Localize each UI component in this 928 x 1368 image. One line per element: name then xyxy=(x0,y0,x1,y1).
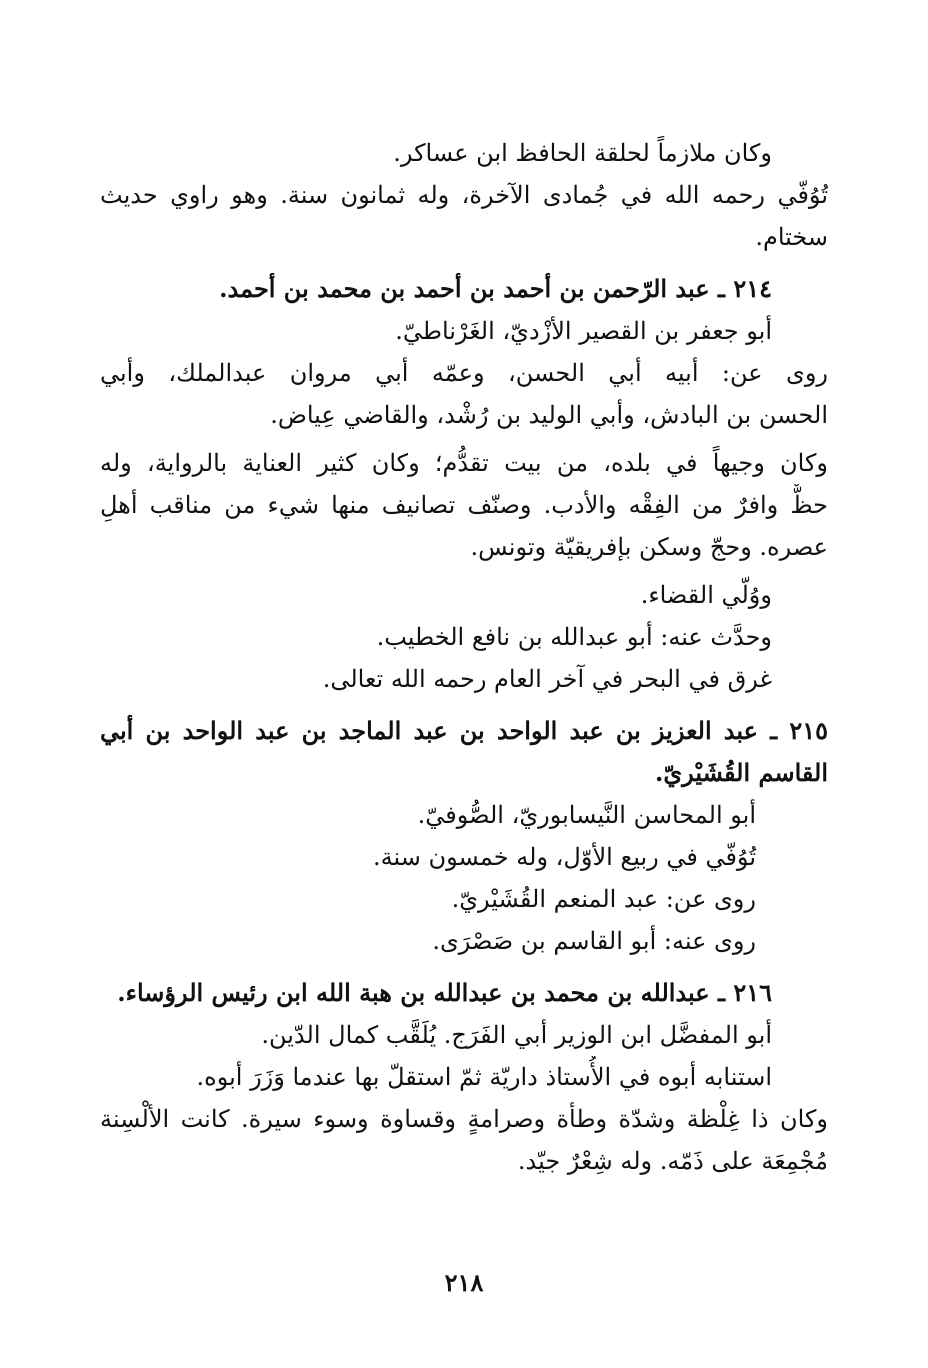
text-line: استنابه أبوه في الأُستاذ داريّة ثمّ استقلّ بها عندما وَزَرَ أبوه. xyxy=(196,1063,772,1091)
text-line: وكان وجيهاً في بلده، من بيت تقدُّم؛ وكان كثير العناية بالرواية، وله xyxy=(100,449,828,477)
text-line: وحدَّث عنه: أبو عبدالله بن نافع الخطيب. xyxy=(376,623,772,651)
text-line: سختام. xyxy=(755,223,828,251)
entry-heading-cont: القاسم القُشَيْريّ. xyxy=(654,758,828,787)
text-line: وكان ذا غِلْظة وشدّة وطأة وصرامةٍ وقساوة وسوء سيرة. كانت الألْسِنة xyxy=(100,1105,828,1133)
entry-heading: ٢١٦ ـ عبدالله بن محمد بن عبدالله بن هبة الله ابن رئيس الرؤساء. xyxy=(117,978,772,1007)
text-line: تُوُفّي رحمه الله في جُمادى الآخرة، وله ثمانون سنة. وهو راوي حديث xyxy=(100,181,828,209)
text-line: أبو جعفر بن القصير الأزْديّ، الغَرْناطيّ. xyxy=(395,317,772,345)
entry-heading: ٢١٤ ـ عبد الرّحمن بن أحمد بن أحمد بن محمد بن أحمد. xyxy=(219,274,772,303)
text-line: الحسن بن البادش، وأبي الوليد بن رُشْد، والقاضي عِياض. xyxy=(270,401,828,429)
text-line: روى عن: عبد المنعم القُشَيْريّ. xyxy=(451,885,756,913)
text-line: أبو المحاسن النَّيسابوريّ، الصُّوفيّ. xyxy=(417,801,756,829)
text-line: تُوُفّي في ربيع الأوّل، وله خمسون سنة. xyxy=(373,843,756,871)
text-line: حظٌّ وافرٌ من الفِقْه والأدب. وصنّف تصانيف منها شيء من مناقب أهلِ xyxy=(100,491,828,519)
text-line: مُجْمِعَة على ذَمّه. وله شِعْرٌ جيّد. xyxy=(517,1147,828,1175)
text-line: عصره. وحجّ وسكن بإفريقيّة وتونس. xyxy=(470,533,828,561)
text-line: روى عن: أبيه أبي الحسن، وعمّه أبي مروان عبدالملك، وأبي xyxy=(100,359,828,387)
page-body xyxy=(100,132,828,1182)
entry-heading: ٢١٥ ـ عبد العزيز بن عبد الواحد بن عبد الماجد بن عبد الواحد بن أبي xyxy=(100,716,828,745)
text-line: وكان ملازماً لحلقة الحافظ ابن عساكر. xyxy=(393,139,772,167)
page-number: ٢١٨ xyxy=(444,1268,484,1297)
text-line: ووُلّي القضاء. xyxy=(640,581,772,609)
text-line: غرق في البحر في آخر العام رحمه الله تعالى. xyxy=(322,665,772,693)
text-line: أبو المفضَّل ابن الوزير أبي الفَرَج. يُلَقَّب كمال الدّين. xyxy=(261,1021,772,1049)
text-line: روى عنه: أبو القاسم بن صَصْرَى. xyxy=(432,927,756,955)
